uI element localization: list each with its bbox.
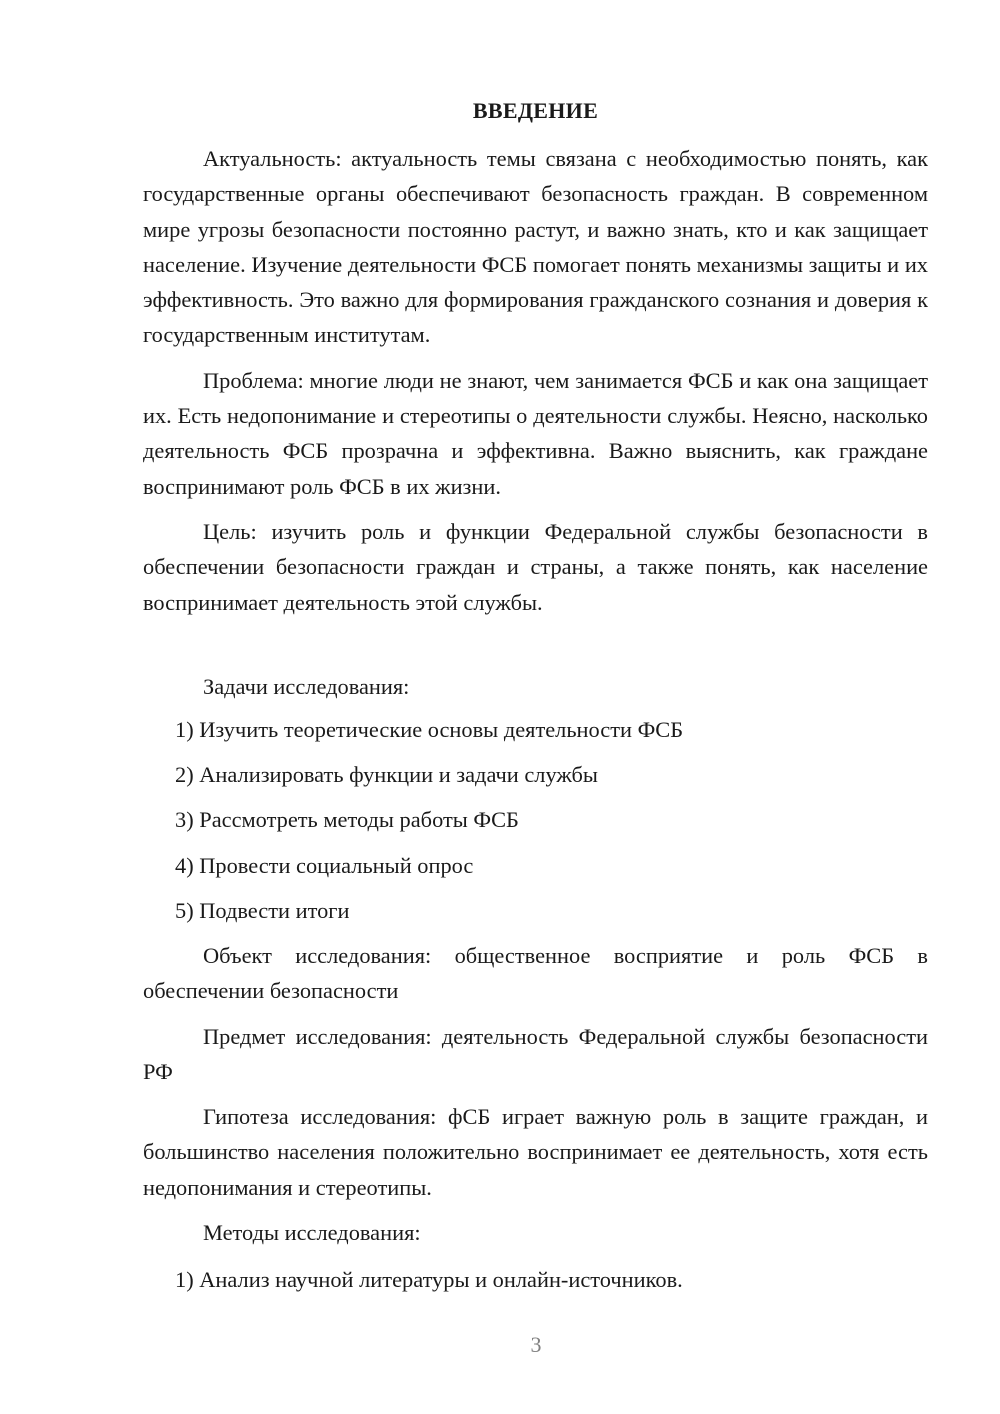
paragraph-hypothesis: Гипотеза исследования: фСБ играет важную роль в защите граждан, и большинство населения положительно воспринимает ее деятельность, хотя есть недопонимания и стереотипы.: [143, 1104, 928, 1200]
task-item: 4) Провести социальный опрос: [175, 853, 474, 878]
task-item: 1) Изучить теоретические основы деятельности ФСБ: [175, 717, 684, 742]
methods-heading: Методы исследования:: [203, 1220, 421, 1245]
paragraph-object: Объект исследования: общественное восприятие и роль ФСБ в обеспечении безопасности: [143, 943, 928, 1004]
paragraph-relevance: Актуальность: актуальность темы связана с необходимостью понять, как государственные органы обеспечивают безопасность граждан. В современном мире угрозы безопасности постоянно растут, и важно знать, кто и как защищает население. Изучение деятельности ФСБ помогает понять механизмы защиты и их эффективность. Это важно для формирования гражданского сознания и доверия к государственным институтам.: [143, 146, 928, 348]
task-item: 3) Рассмотреть методы работы ФСБ: [175, 807, 519, 832]
methods-heading-block: [143, 1215, 928, 1250]
paragraph-subject: Предмет исследования: деятельность Федеральной службы безопасности РФ: [143, 1023, 928, 1084]
paragraph-goal: Цель: изучить роль и функции Федеральной службы безопасности в обеспечении безопасности граждан и страны, а также понять, как население воспринимает деятельность этой службы.: [143, 518, 928, 615]
research-paragraphs: [143, 938, 928, 1205]
method-item: 1) Анализ научной литературы и онлайн-источников.: [175, 1267, 683, 1292]
page-number: 3: [530, 1332, 542, 1357]
intro-paragraphs: [143, 141, 928, 620]
tasks-heading: Задачи исследования:: [203, 674, 410, 699]
page-title: ВВЕДЕНИЕ: [472, 98, 599, 123]
task-item: 5) Подвести итоги: [175, 898, 350, 923]
paragraph-problem: Проблема: многие люди не знают, чем занимается ФСБ и как она защищает их. Есть недопонимание и стереотипы о деятельности службы. Неясно, насколько деятельность ФСБ прозрачна и эффективна. Важно выяснить, как граждане воспринимают роль ФСБ в их жизни.: [143, 367, 928, 499]
tasks-heading-block: [143, 669, 928, 704]
task-item: 2) Анализировать функции и задачи службы: [175, 762, 598, 787]
